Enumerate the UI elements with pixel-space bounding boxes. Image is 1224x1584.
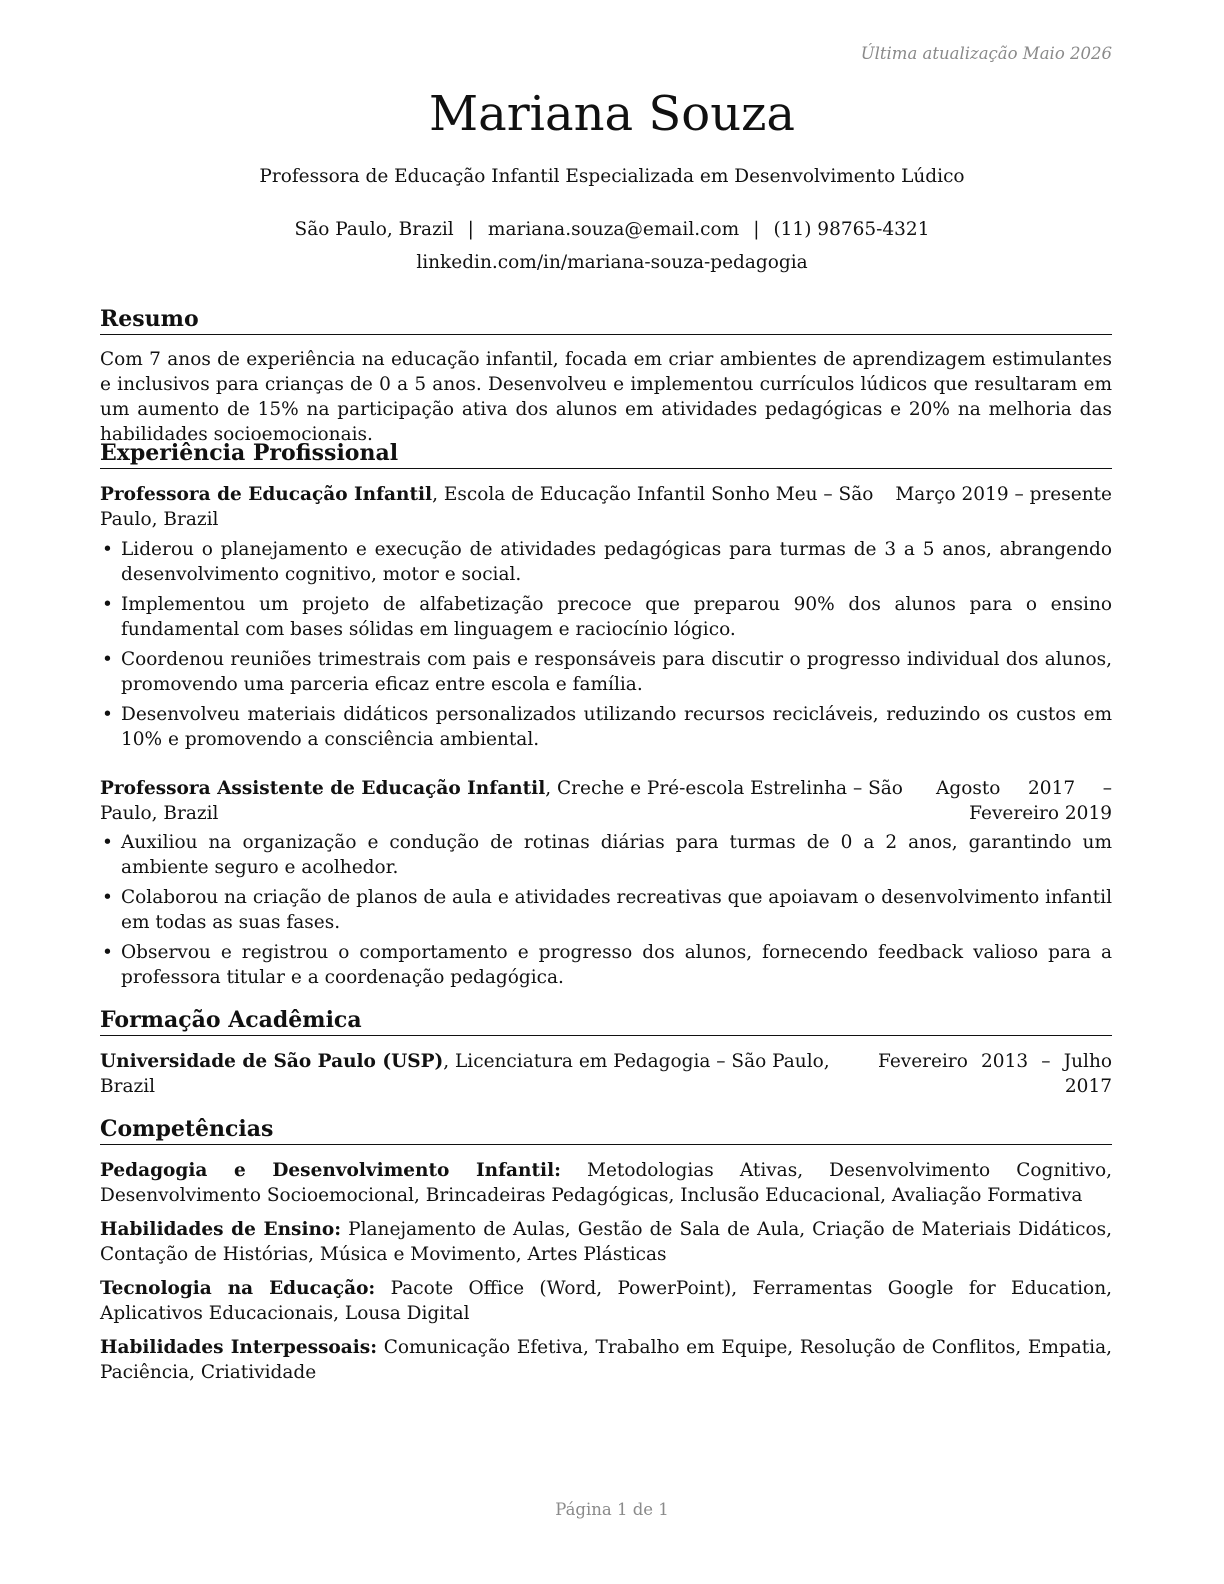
bullet-dot: • [102,704,113,725]
job-title-line [100,482,895,532]
skill-group-items: Metodologias Ativas, Desenvolvimento Cognitivo, Desenvolvimento Socioemocional, Brincadeiras Pedagógicas, Inclusão Educacional, Avaliação Formativa [100,1160,1112,1206]
degree: , Licenciatura em Pedagogia – São Paulo, Brazil [100,1051,830,1097]
bullet-dot: • [102,594,113,615]
separator: | [467,219,474,240]
skill-group-label: Tecnologia na Educação: [100,1278,376,1299]
job-bullets [100,537,1112,757]
job-role: Professora Assistente de Educação Infantil [100,778,546,799]
email-link[interactable]: mariana.souza@email.com [487,219,740,240]
skill-group-label: Habilidades Interpessoais: [100,1337,378,1358]
bullet-dot: • [102,539,113,560]
job-bullets [100,830,1112,995]
education-entry [100,1049,1112,1099]
bullet-dot: • [102,942,113,963]
bullet-dot: • [102,887,113,908]
section-title-education: Formação Acadêmica [100,1007,1112,1036]
job-dates: Março 2019 – presente [895,484,1112,505]
candidate-name: Mariana Souza [428,86,796,142]
skill-group [100,1335,1112,1385]
professional-headline: Professora de Educação Infantil Especializada em Desenvolvimento Lúdico [259,166,965,187]
separator: | [753,219,760,240]
page-number: Página 1 de 1 [555,1500,669,1519]
skill-group-items: Comunicação Efetiva, Trabalho em Equipe, Resolução de Conflitos, Empatia, Paciência, Criatividade [100,1337,1112,1383]
skill-group [100,1276,1112,1326]
linkedin-link[interactable]: linkedin.com/in/mariana-souza-pedagogia [416,252,808,273]
last-updated-note: Última atualização Maio 2026 [860,44,1112,63]
bullet-item: • Coordenou reuniões trimestrais com pais e responsáveis para discutir o progresso individual dos alunos, promovendo uma parceria eficaz entre escola e família. [102,649,1112,695]
job-header [100,776,1112,826]
summary-text: Com 7 anos de experiência na educação infantil, focada em criar ambientes de aprendizagem estimulantes e inclusivos para crianças de 0 a 5 anos. Desenvolveu e implementou currículos lúdicos que resultaram em um aumento de 15% na participação ativa dos alunos em atividades pedagógicas e 20% na melhoria das habilidades socioemocionais. [100,349,1112,445]
location: São Paulo, Brazil [294,219,454,240]
bullet-item: • Observou e registrou o comportamento e progresso dos alunos, fornecendo feedback valioso para a professora titular e a coordenação pedagógica. [102,942,1112,988]
job-organization: , Escola de Educação Infantil Sonho Meu – São Paulo, Brazil [100,484,874,530]
bullet-item: • Auxiliou na organização e condução de rotinas diárias para turmas de 0 a 2 anos, garantindo um ambiente seguro e acolhedor. [102,832,1112,878]
bullet-item: • Desenvolveu materiais didáticos personalizados utilizando recursos recicláveis, reduzindo os custos em 10% e promovendo a consciência ambiental. [102,704,1112,750]
section-title-summary: Resumo [100,306,1112,335]
skill-group [100,1217,1112,1267]
job-organization: , Creche e Pré-escola Estrelinha – São Paulo, Brazil [100,778,903,824]
school-name: Universidade de São Paulo (USP) [100,1051,444,1072]
bullet-dot: • [102,649,113,670]
bullet-dot: • [102,832,113,853]
skill-group-items: Planejamento de Aulas, Gestão de Sala de Aula, Criação de Materiais Didáticos, Contação de Histórias, Música e Movimento, Artes Plásticas [100,1219,1112,1265]
job-role: Professora de Educação Infantil [100,484,433,505]
skill-group [100,1158,1112,1208]
section-title-experience: Experiência Profissional [100,440,1112,469]
job-dates: Agosto 2017 – Fevereiro 2019 [936,778,1112,824]
education-dates: Fevereiro 2013 – Julho 2017 [878,1051,1112,1097]
contact-line [0,219,1224,240]
education-line [100,1049,878,1099]
skill-group-label: Habilidades de Ensino: [100,1219,342,1240]
job-header [100,482,1112,532]
bullet-item: • Colaborou na criação de planos de aula e atividades recreativas que apoiavam o desenvolvimento infantil em todas as suas fases. [102,887,1112,933]
skill-group-label: Pedagogia e Desenvolvimento Infantil: [100,1160,561,1181]
phone: (11) 98765-4321 [773,219,930,240]
bullet-item: • Liderou o planejamento e execução de atividades pedagógicas para turmas de 3 a 5 anos, abrangendo desenvolvimento cognitivo, motor e social. [102,539,1112,585]
job-title-line [100,776,936,826]
bullet-item: • Implementou um projeto de alfabetização precoce que preparou 90% dos alunos para o ensino fundamental com bases sólidas em linguagem e raciocínio lógico. [102,594,1112,640]
skill-group-items: Pacote Office (Word, PowerPoint), Ferramentas Google for Education, Aplicativos Educacionais, Lousa Digital [100,1278,1112,1324]
section-title-skills: Competências [100,1116,1112,1145]
